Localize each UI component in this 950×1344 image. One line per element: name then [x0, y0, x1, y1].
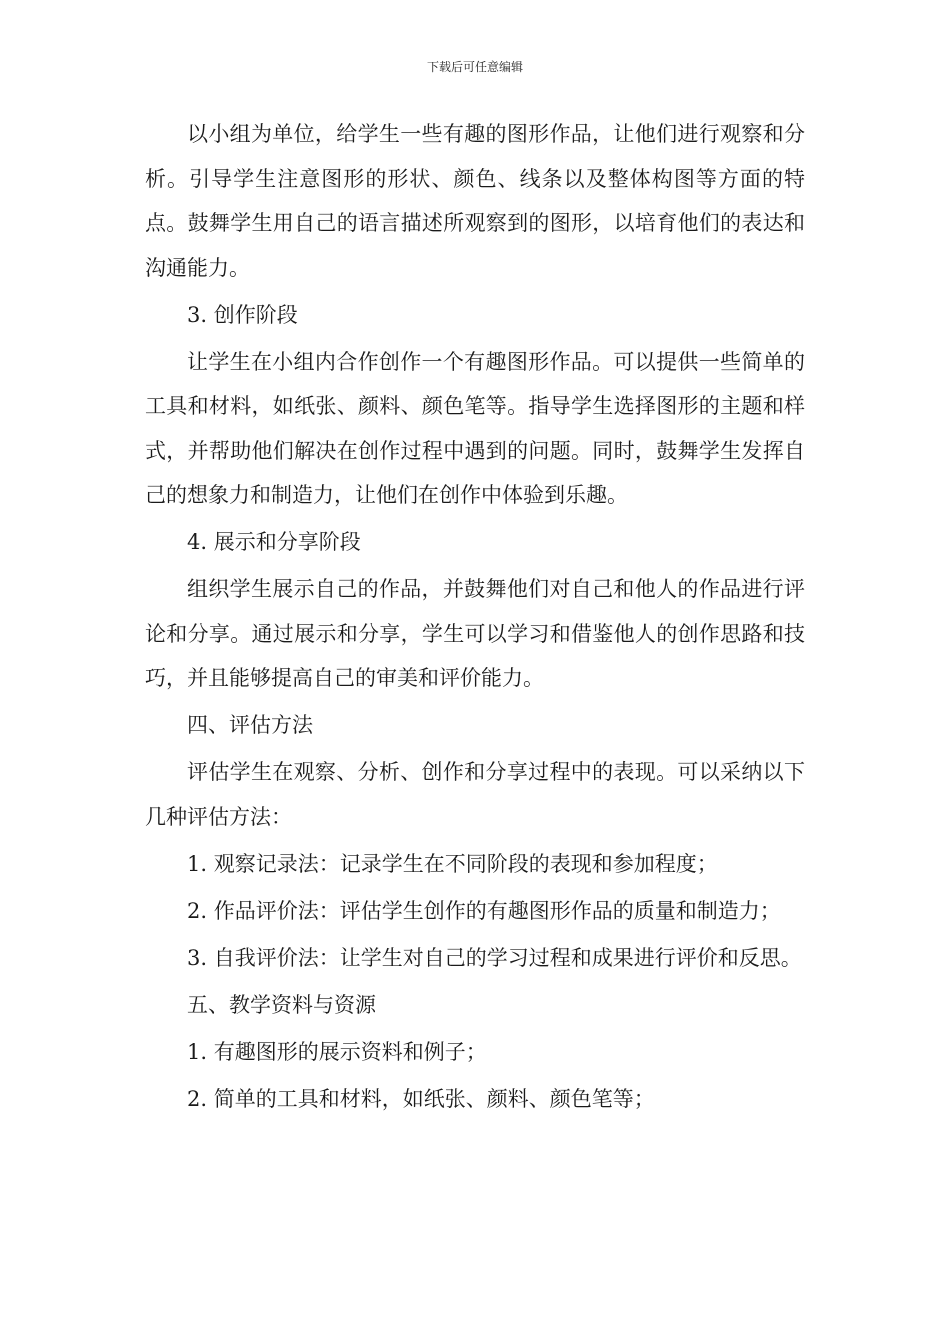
paragraph-evaluation-intro: 评估学生在观察、分析、创作和分享过程中的表现。可以采纳以下几种评估方法： — [145, 760, 805, 829]
heading-creation-stage: 3. 创作阶段 — [187, 302, 298, 327]
document-body — [145, 112, 805, 1124]
paragraph-creation-stage: 让学生在小组内合作创作一个有趣图形作品。可以提供一些简单的工具和材料，如纸张、颜料、颜色笔等。指导学生选择图形的主题和样式，并帮助他们解决在创作过程中遇到的问题。同时，鼓舞学生发挥自己的想象力和制造力，让他们在创作中体验到乐趣。 — [145, 349, 805, 507]
list-item-self-evaluation: 3. 自我评价法：让学生对自己的学习过程和成果进行评价和反思。 — [187, 945, 802, 970]
section-title-resources: 五、教学资料与资源 — [187, 992, 376, 1017]
list-item-work-evaluation: 2. 作品评价法：评估学生创作的有趣图形作品的质量和制造力； — [187, 898, 781, 923]
page-header-note: 下载后可任意编辑 — [426, 60, 523, 74]
list-item-observation-record: 1. 观察记录法：记录学生在不同阶段的表现和参加程度； — [187, 851, 718, 876]
section-title-evaluation: 四、评估方法 — [187, 713, 313, 737]
list-item-resource-examples: 1. 有趣图形的展示资料和例子； — [187, 1039, 487, 1064]
paragraph-show-and-share: 组织学生展示自己的作品，并鼓舞他们对自己和他人的作品进行评论和分享。通过展示和分享，学生可以学习和借鉴他人的创作思路和技巧，并且能够提高自己的审美和评价能力。 — [145, 577, 805, 690]
paragraph-group-observation: 以小组为单位，给学生一些有趣的图形作品，让他们进行观察和分析。引导学生注意图形的形状、颜色、线条以及整体构图等方面的特点。鼓舞学生用自己的语言描述所观察到的图形，以培育他们的表达和沟通能力。 — [145, 122, 805, 280]
heading-show-and-share: 4. 展示和分享阶段 — [187, 530, 361, 554]
list-item-resource-tools: 2. 简单的工具和材料，如纸张、颜料、颜色笔等； — [187, 1086, 655, 1111]
